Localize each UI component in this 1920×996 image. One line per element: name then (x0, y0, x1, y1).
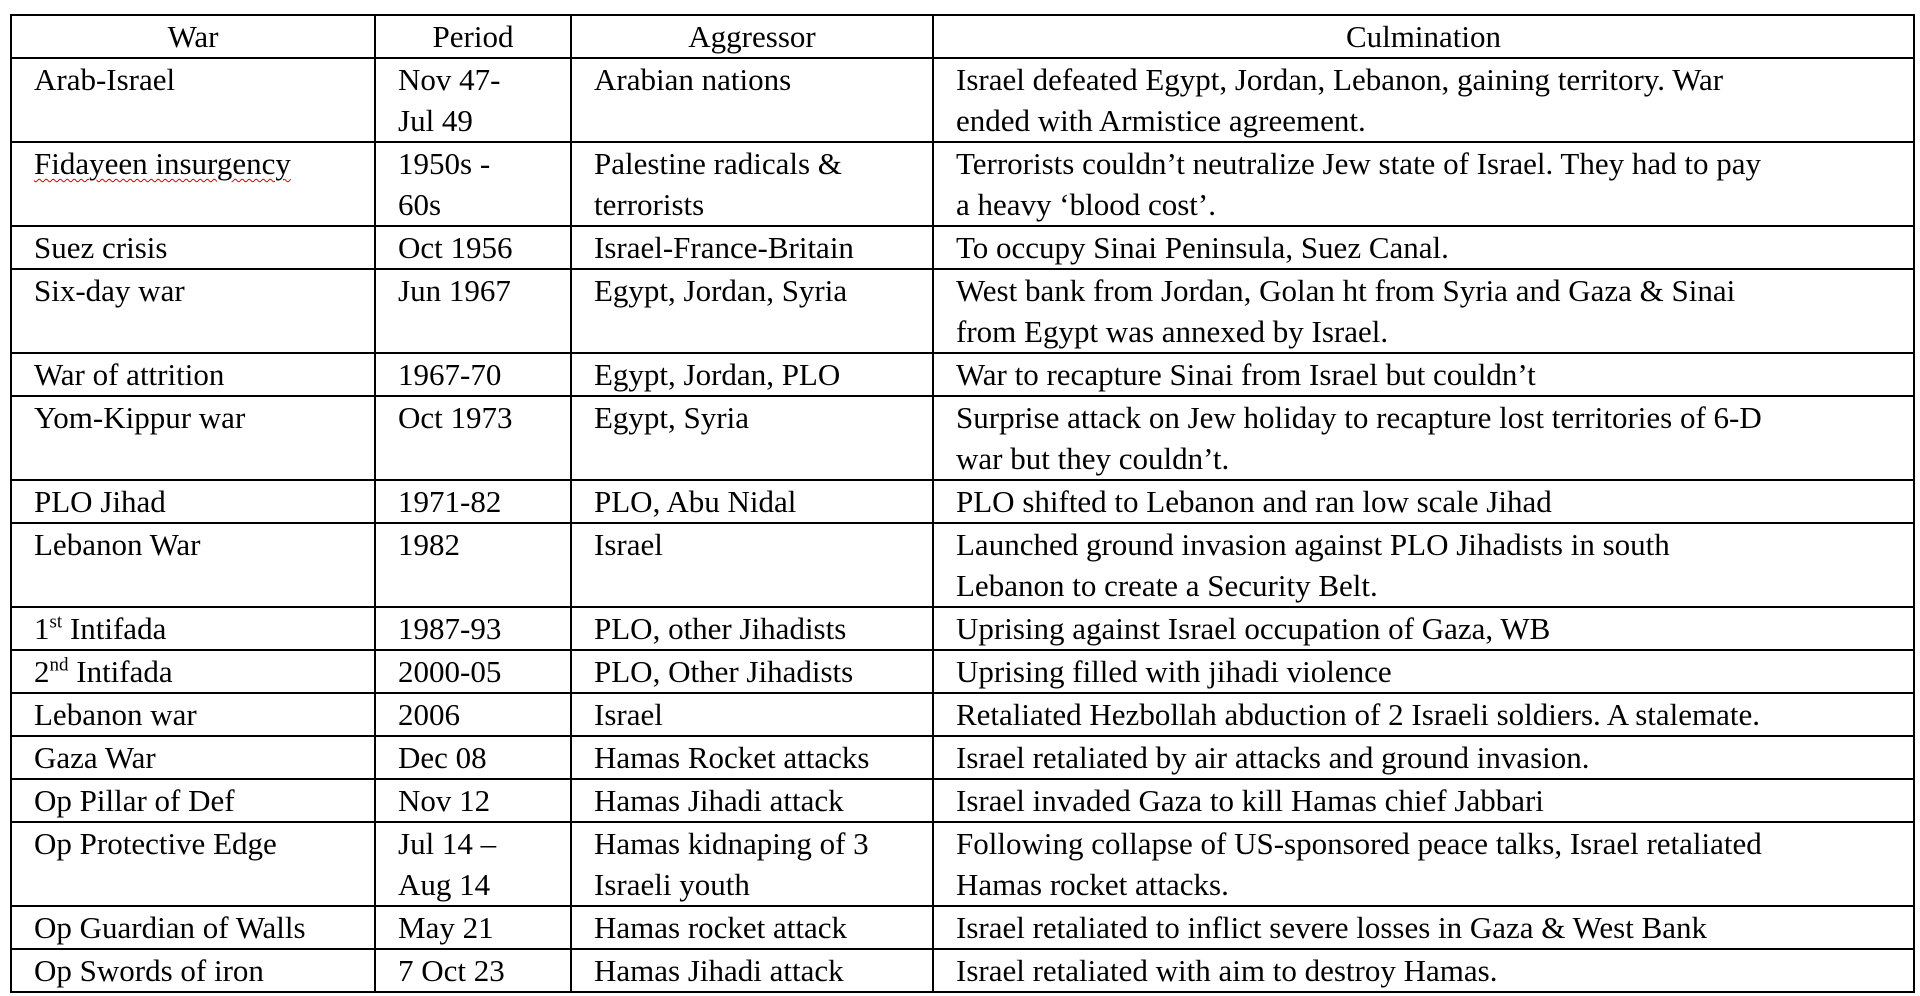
cell-culmination: Israel retaliated to inflict severe losses in Gaza & West Bank (933, 906, 1914, 949)
cell-period: 1971-82 (375, 480, 571, 523)
table-row (11, 523, 1914, 607)
table-row (11, 58, 1914, 142)
cell-war: Six-day war (11, 269, 375, 353)
cell-aggressor: Hamas Jihadi attack (571, 949, 933, 992)
cell-war: Arab-Israel (11, 58, 375, 142)
cell-culmination: West bank from Jordan, Golan ht from Syria and Gaza & Sinai from Egypt was annexed by Israel. (933, 269, 1914, 353)
cell-period: 1982 (375, 523, 571, 607)
cell-aggressor: Arabian nations (571, 58, 933, 142)
table-row (11, 396, 1914, 480)
spellcheck-underlined-text: Fidayeen insurgency (34, 146, 291, 181)
wars-table (10, 14, 1915, 993)
cell-aggressor: Israel (571, 693, 933, 736)
cell-culmination: To occupy Sinai Peninsula, Suez Canal. (933, 226, 1914, 269)
header-aggressor: Aggressor (571, 15, 933, 58)
cell-aggressor: Hamas Rocket attacks (571, 736, 933, 779)
cell-war: War of attrition (11, 353, 375, 396)
table-row (11, 142, 1914, 226)
header-row (11, 15, 1914, 58)
cell-war (11, 142, 375, 226)
header-culmination: Culmination (933, 15, 1914, 58)
ordinal-suffix: st (49, 611, 63, 633)
cell-culmination: Israel invaded Gaza to kill Hamas chief Jabbari (933, 779, 1914, 822)
cell-war: Op Guardian of Walls (11, 906, 375, 949)
cell-culmination: Israel retaliated by air attacks and ground invasion. (933, 736, 1914, 779)
cell-period: 7 Oct 23 (375, 949, 571, 992)
cell-culmination: Launched ground invasion against PLO Jihadists in south Lebanon to create a Security Belt. (933, 523, 1914, 607)
cell-aggressor: Hamas rocket attack (571, 906, 933, 949)
table-row (11, 779, 1914, 822)
table-row (11, 226, 1914, 269)
cell-war: 1st Intifada (11, 607, 375, 650)
table-row (11, 949, 1914, 992)
ordinal-suffix: nd (49, 654, 69, 676)
cell-culmination: Uprising against Israel occupation of Gaza, WB (933, 607, 1914, 650)
cell-war: Yom-Kippur war (11, 396, 375, 480)
cell-aggressor: PLO, Other Jihadists (571, 650, 933, 693)
cell-aggressor: Egypt, Jordan, Syria (571, 269, 933, 353)
table-row (11, 480, 1914, 523)
cell-culmination: Terrorists couldn’t neutralize Jew state of Israel. They had to pay a heavy ‘blood cost’. (933, 142, 1914, 226)
table-row (11, 607, 1914, 650)
cell-period: 2000-05 (375, 650, 571, 693)
cell-aggressor: Israel (571, 523, 933, 607)
cell-culmination: Israel retaliated with aim to destroy Hamas. (933, 949, 1914, 992)
cell-aggressor: Egypt, Jordan, PLO (571, 353, 933, 396)
cell-war: Lebanon war (11, 693, 375, 736)
cell-period: Oct 1973 (375, 396, 571, 480)
cell-culmination: PLO shifted to Lebanon and ran low scale Jihad (933, 480, 1914, 523)
table-row (11, 353, 1914, 396)
cell-war: Gaza War (11, 736, 375, 779)
cell-culmination: Israel defeated Egypt, Jordan, Lebanon, gaining territory. War ended with Armistice agreement. (933, 58, 1914, 142)
header-war: War (11, 15, 375, 58)
cell-war: Op Protective Edge (11, 822, 375, 906)
header-period: Period (375, 15, 571, 58)
table-row (11, 269, 1914, 353)
cell-aggressor: Palestine radicals & terrorists (571, 142, 933, 226)
cell-period: Nov 12 (375, 779, 571, 822)
table-row (11, 822, 1914, 906)
document-page (10, 14, 1915, 993)
table-row (11, 650, 1914, 693)
table-row (11, 693, 1914, 736)
cell-period: Dec 08 (375, 736, 571, 779)
cell-war: 2nd Intifada (11, 650, 375, 693)
cell-period: Nov 47- Jul 49 (375, 58, 571, 142)
cell-aggressor: PLO, Abu Nidal (571, 480, 933, 523)
cell-period: 2006 (375, 693, 571, 736)
cell-culmination: Retaliated Hezbollah abduction of 2 Israeli soldiers. A stalemate. (933, 693, 1914, 736)
cell-period: May 21 (375, 906, 571, 949)
cell-war: Op Pillar of Def (11, 779, 375, 822)
cell-period: 1950s - 60s (375, 142, 571, 226)
cell-war: Suez crisis (11, 226, 375, 269)
cell-war: Op Swords of iron (11, 949, 375, 992)
cell-aggressor: PLO, other Jihadists (571, 607, 933, 650)
cell-aggressor: Hamas Jihadi attack (571, 779, 933, 822)
cell-culmination: War to recapture Sinai from Israel but couldn’t (933, 353, 1914, 396)
table-row (11, 736, 1914, 779)
cell-aggressor: Hamas kidnaping of 3 Israeli youth (571, 822, 933, 906)
cell-period: 1967-70 (375, 353, 571, 396)
cell-culmination: Surprise attack on Jew holiday to recapture lost territories of 6-D war but they couldn’t. (933, 396, 1914, 480)
cell-aggressor: Israel-France-Britain (571, 226, 933, 269)
cell-culmination: Following collapse of US-sponsored peace talks, Israel retaliated Hamas rocket attacks. (933, 822, 1914, 906)
cell-culmination: Uprising filled with jihadi violence (933, 650, 1914, 693)
cell-aggressor: Egypt, Syria (571, 396, 933, 480)
cell-period: Oct 1956 (375, 226, 571, 269)
cell-war: Lebanon War (11, 523, 375, 607)
table-row (11, 906, 1914, 949)
cell-period: 1987-93 (375, 607, 571, 650)
cell-period: Jun 1967 (375, 269, 571, 353)
cell-period: Jul 14 – Aug 14 (375, 822, 571, 906)
cell-war: PLO Jihad (11, 480, 375, 523)
